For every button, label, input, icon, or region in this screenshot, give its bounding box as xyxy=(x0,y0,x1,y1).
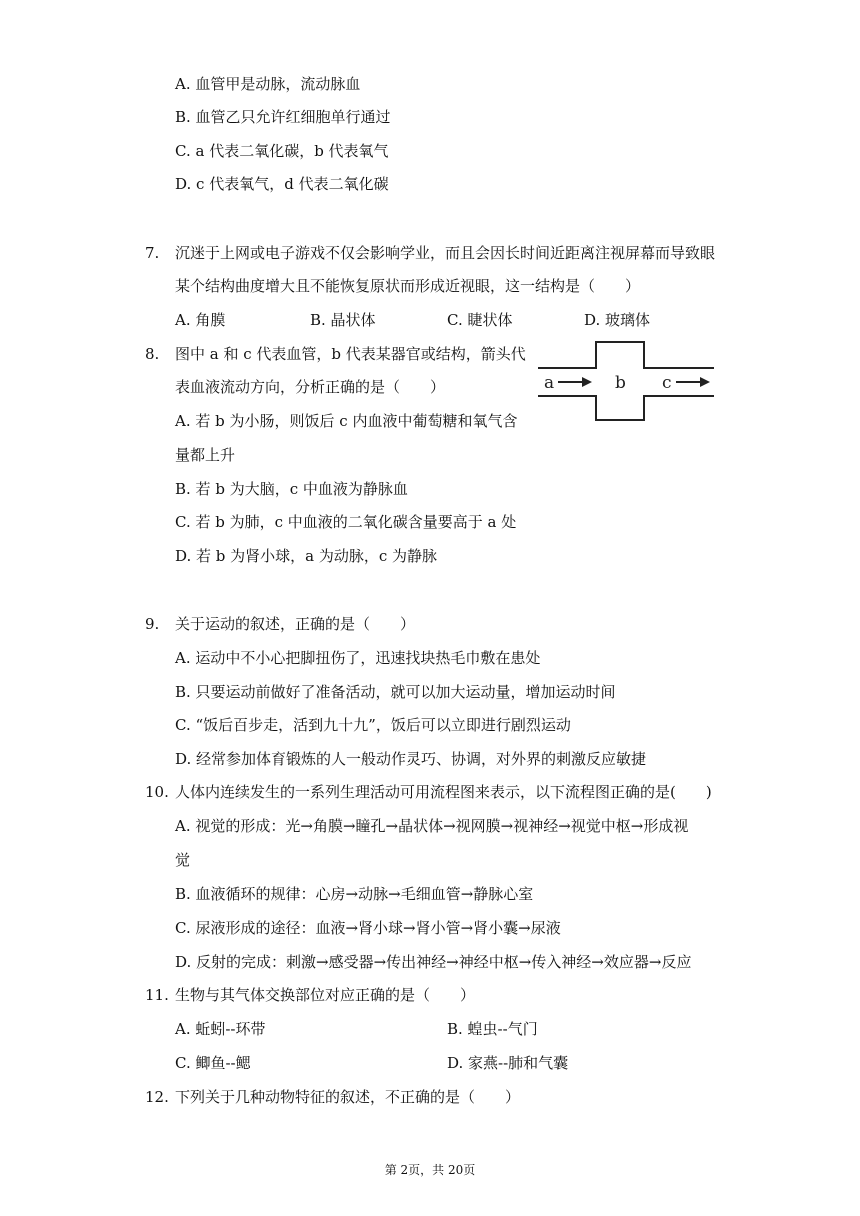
q9-option-c: C. “饭后百步走，活到九十九”，饭后可以立即进行剧烈运动 xyxy=(175,716,571,734)
q8-option-b: B. 若 b 为大脑，c 中血液为静脉血 xyxy=(175,480,408,498)
q8-option-a-line2: 量都上升 xyxy=(175,446,236,464)
q11-stem: 生物与其气体交换部位对应正确的是（ ） xyxy=(175,986,476,1004)
q9-option-a: A. 运动中不小心把脚扭伤了，迅速找块热毛巾敷在患处 xyxy=(175,649,541,667)
q8-blood-flow-diagram xyxy=(538,336,716,422)
q7-option-b: B. 晶状体 xyxy=(310,311,376,329)
q11-option-d: D. 家燕--肺和气囊 xyxy=(447,1054,569,1072)
q12-number: 12. xyxy=(145,1088,169,1106)
q9-number: 9. xyxy=(145,615,160,633)
q10-option-a-line2: 觉 xyxy=(175,851,191,869)
q8-number: 8. xyxy=(145,345,160,363)
q8-stem-line2: 表血液流动方向，分析正确的是（ ） xyxy=(175,378,446,396)
q11-option-b: B. 蝗虫--气门 xyxy=(447,1020,538,1038)
q10-option-c: C. 尿液形成的途径：血液→肾小球→肾小管→肾小囊→尿液 xyxy=(175,919,561,937)
q10-number: 10. xyxy=(145,783,169,801)
q10-option-a-line1: A. 视觉的形成：光→角膜→瞳孔→晶状体→视网膜→视神经→视觉中枢→形成视 xyxy=(175,817,689,835)
q11-number: 11. xyxy=(145,986,169,1004)
q8-diagram-label-b: b xyxy=(615,373,626,393)
q10-option-d: D. 反射的完成：刺激→感受器→传出神经→神经中枢→传入神经→效应器→反应 xyxy=(175,953,692,971)
q10-stem: 人体内连续发生的一系列生理活动可用流程图来表示，以下流程图正确的是( ) xyxy=(175,783,712,801)
q8-option-c: C. 若 b 为肺，c 中血液的二氧化碳含量要高于 a 处 xyxy=(175,513,517,531)
q6-option-b: B. 血管乙只允许红细胞单行通过 xyxy=(175,108,391,126)
q8-diagram-label-a: a xyxy=(544,373,555,393)
q6-option-c: C. a 代表二氧化碳，b 代表氧气 xyxy=(175,142,389,160)
q8-stem-line1: 图中 a 和 c 代表血管，b 代表某器官或结构，箭头代 xyxy=(175,345,526,363)
q7-number: 7. xyxy=(145,244,160,262)
q7-option-c: C. 睫状体 xyxy=(447,311,513,329)
page-footer: 第 2页，共 20页 xyxy=(384,1163,476,1177)
q8-diagram-arrowhead-a xyxy=(582,377,592,387)
q11-option-c: C. 鲫鱼--鳃 xyxy=(175,1054,251,1072)
q12-stem: 下列关于几种动物特征的叙述，不正确的是（ ） xyxy=(175,1088,521,1106)
q8-diagram-label-c: c xyxy=(662,373,672,393)
q9-option-d: D. 经常参加体育锻炼的人一般动作灵巧、协调，对外界的刺激反应敏捷 xyxy=(175,750,647,768)
q8-diagram-arrowhead-c xyxy=(700,377,710,387)
q9-stem: 关于运动的叙述，正确的是（ ） xyxy=(175,615,416,633)
q6-option-d: D. c 代表氧气，d 代表二氧化碳 xyxy=(175,175,389,193)
q7-option-d: D. 玻璃体 xyxy=(584,311,651,329)
q7-stem-line2: 某个结构曲度增大且不能恢复原状而形成近视眼，这一结构是（ ） xyxy=(175,277,641,295)
q8-option-a-line1: A. 若 b 为小肠，则饭后 c 内血液中葡萄糖和氧气含 xyxy=(175,412,518,430)
q6-option-a: A. 血管甲是动脉，流动脉血 xyxy=(175,75,361,93)
q7-option-a: A. 角膜 xyxy=(175,311,226,329)
q11-option-a: A. 蚯蚓--环带 xyxy=(175,1020,266,1038)
q10-option-b: B. 血液循环的规律：心房→动脉→毛细血管→静脉心室 xyxy=(175,885,534,903)
q8-option-d: D. 若 b 为肾小球，a 为动脉，c 为静脉 xyxy=(175,547,438,565)
q9-option-b: B. 只要运动前做好了准备活动，就可以加大运动量，增加运动时间 xyxy=(175,683,616,701)
q7-stem-line1: 沉迷于上网或电子游戏不仅会影响学业，而且会因长时间近距离注视屏幕而导致眼 xyxy=(175,244,716,262)
